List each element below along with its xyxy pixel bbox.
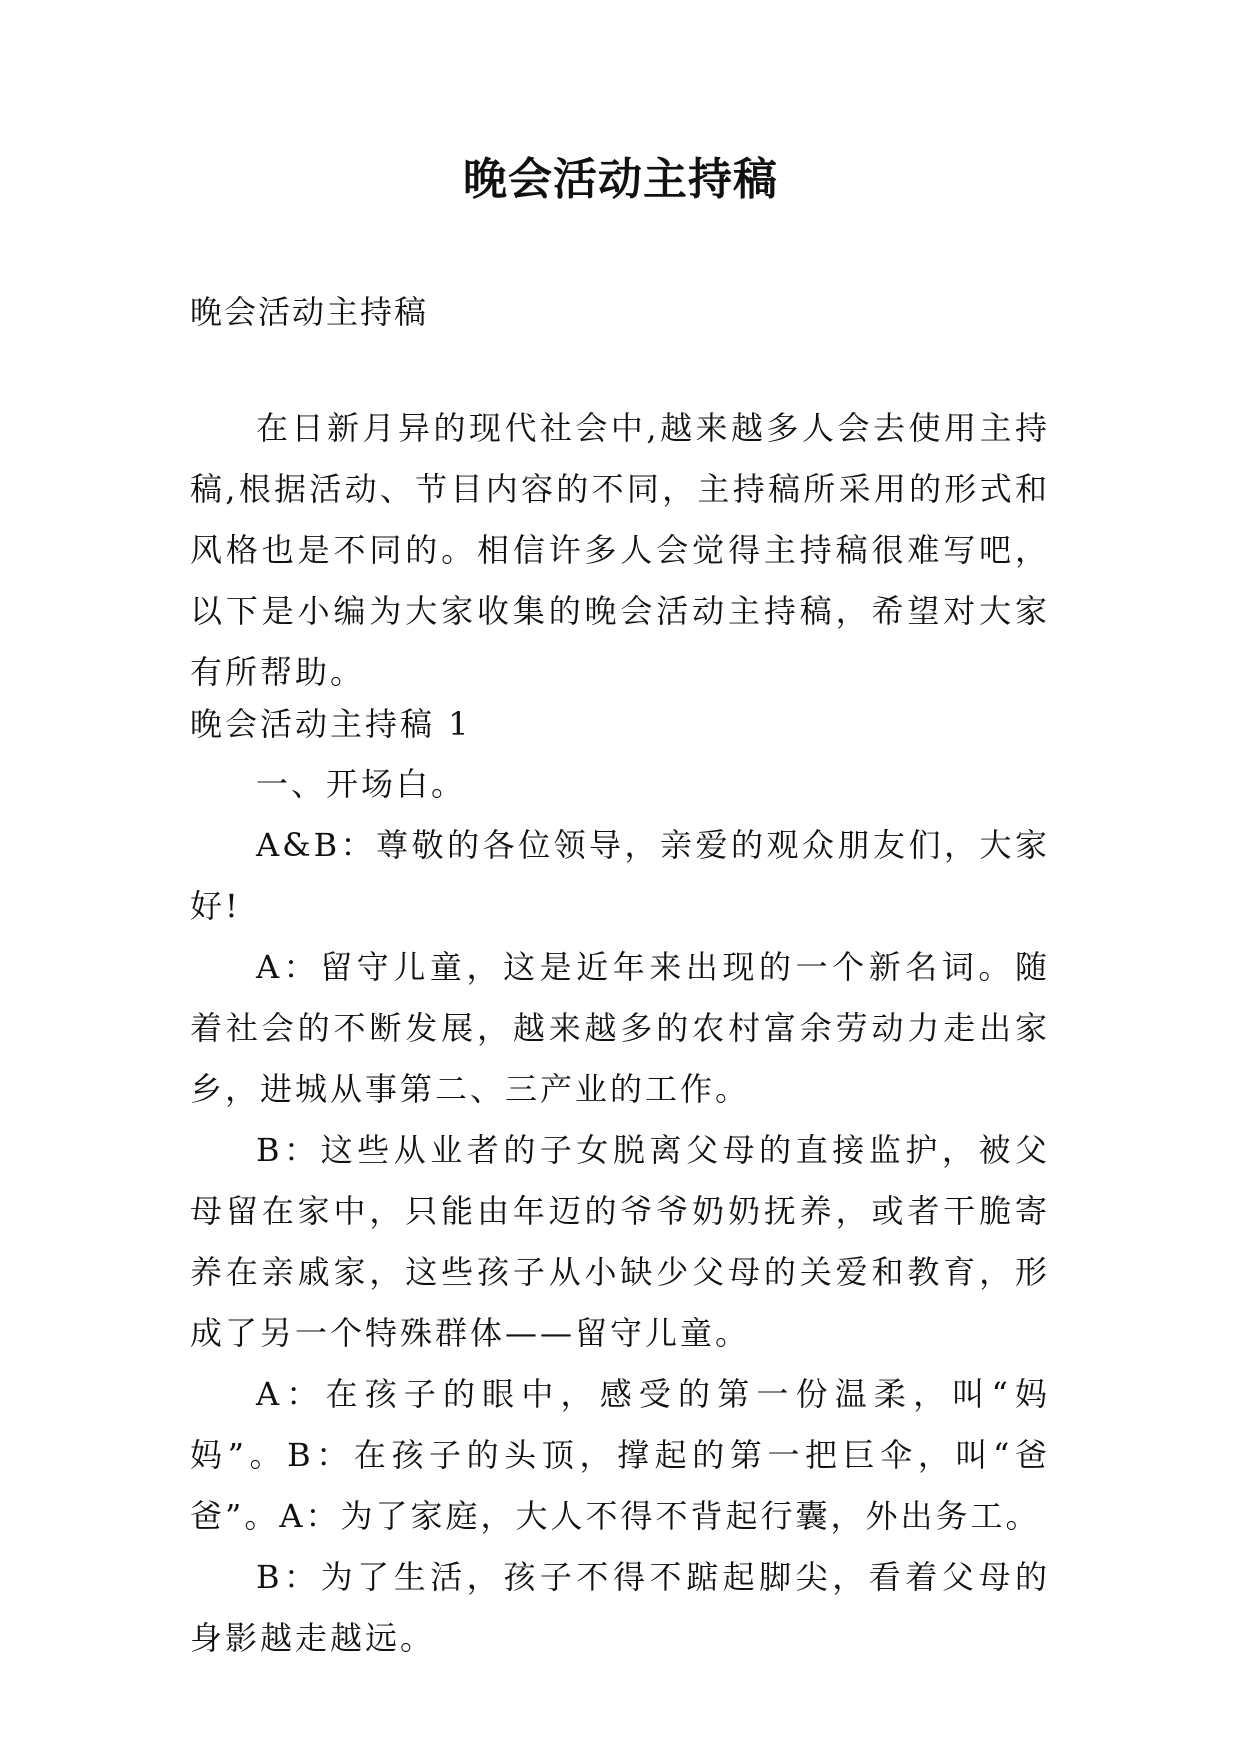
paragraph-b-2: B：为了生活，孩子不得不踮起脚尖，看着父母的身影越走越远。: [190, 1558, 1050, 1657]
paragraph-greeting: A&B：尊敬的各位领导，亲爱的观众朋友们，大家好!: [190, 826, 1050, 925]
paragraph-a-2: A：在孩子的眼中，感受的第一份温柔，叫“妈妈”。B：在孩子的头顶，撑起的第一把巨伞，叫“爸爸”。A：为了家庭，大人不得不背起行囊，外出务工。: [190, 1375, 1050, 1535]
intro-section: [190, 398, 1050, 703]
document-subtitle: 晚会活动主持稿: [190, 293, 429, 331]
paragraph-opening: 一、开场白。: [256, 765, 467, 803]
section-heading: 晚会活动主持稿 1: [190, 705, 472, 743]
intro-paragraph: 在日新月异的现代社会中,越来越多人会去使用主持稿,根据活动、节目内容的不同，主持稿所采用的形式和风格也是不同的。相信许多人会觉得主持稿很难写吧，以下是小编为大家收集的晚会活动主持稿，希望对大家有所帮助。: [190, 409, 1050, 691]
paragraph-a-1: A：留守儿童，这是近年来出现的一个新名词。随着社会的不断发展，越来越多的农村富余劳动力走出家乡，进城从事第二、三产业的工作。: [190, 948, 1050, 1108]
paragraph-b-1: B：这些从业者的子女脱离父母的直接监护，被父母留在家中，只能由年迈的爷爷奶奶抚养，或者干脆寄养在亲戚家，这些孩子从小缺少父母的关爱和教育，形成了另一个特殊群体——留守儿童。: [190, 1131, 1050, 1352]
document-title: 晚会活动主持稿: [463, 154, 778, 205]
main-section: [190, 694, 1050, 1669]
